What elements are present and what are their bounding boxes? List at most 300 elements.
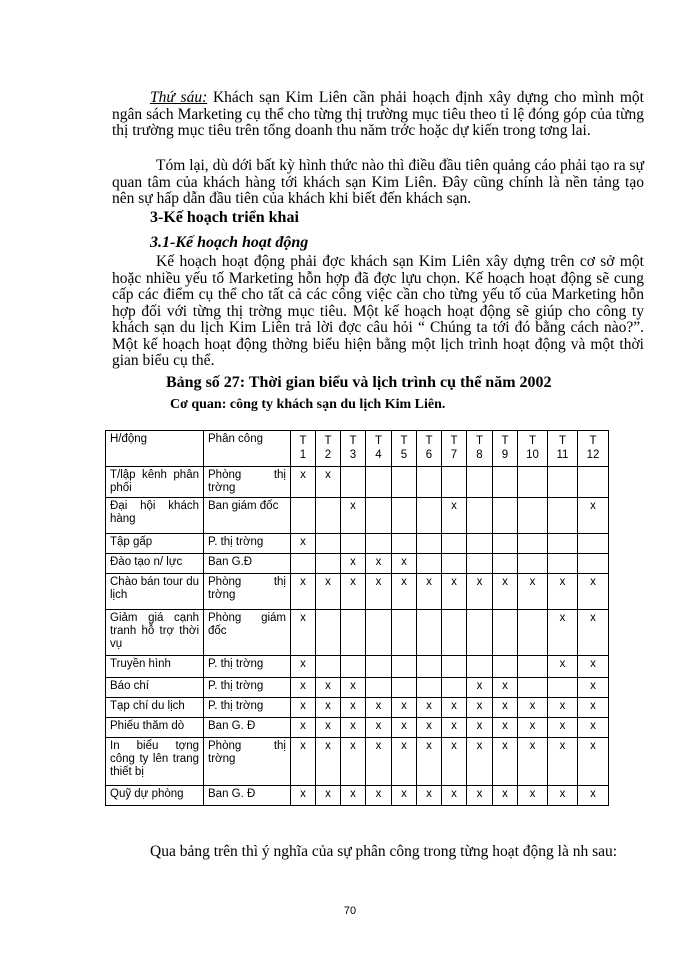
month-cell: [548, 610, 578, 656]
month-cell: [548, 656, 578, 678]
scheduled-mark: x: [300, 469, 306, 481]
scheduled-mark: x: [300, 680, 306, 692]
table-row: [106, 610, 609, 656]
month-cell: [548, 718, 578, 738]
scheduled-mark: x: [325, 680, 331, 692]
scheduled-mark: x: [476, 700, 483, 712]
page-number: 70: [343, 905, 357, 917]
month-cell: [467, 610, 493, 656]
month-cell: [341, 678, 366, 698]
paragraph-lead-label: Thứ sáu:: [150, 89, 208, 106]
activity-cell: Quỹ dự phòng: [106, 786, 204, 806]
month-prefix: T: [299, 435, 307, 447]
table-row: [106, 498, 609, 534]
month-cell: [341, 498, 366, 534]
scheduled-mark: x: [590, 500, 596, 512]
conclusion-text: Qua bảng trên thì ý nghĩa của sự phân công trong từng hoạt động là nh sau:: [150, 843, 618, 860]
month-cell: [578, 554, 609, 574]
month-cell: [578, 718, 609, 738]
header-month-3: [341, 431, 366, 467]
month-cell: [341, 698, 366, 718]
month-number: 12: [586, 449, 600, 461]
month-cell: [578, 534, 609, 554]
month-cell: [417, 718, 442, 738]
scheduled-mark: x: [300, 720, 306, 732]
scheduled-mark: x: [451, 576, 457, 588]
scheduled-mark: x: [451, 700, 457, 712]
month-prefix: T: [475, 435, 484, 447]
month-cell: [366, 554, 392, 574]
month-cell: [548, 534, 578, 554]
scheduled-mark: x: [529, 788, 536, 800]
scheduled-mark: x: [401, 576, 407, 588]
month-cell: [518, 656, 548, 678]
table-row: [106, 678, 609, 698]
table-title: Bảng số 27: Thời gian biểu và lịch trình cụ thể năm 2002: [166, 374, 552, 391]
scheduled-mark: x: [426, 788, 432, 800]
month-cell: [548, 574, 578, 610]
month-cell: [442, 610, 467, 656]
month-cell: [467, 738, 493, 786]
month-cell: [341, 656, 366, 678]
month-cell: [392, 498, 417, 534]
assignment-cell: Ban giám đốc: [204, 498, 291, 534]
month-number: 9: [501, 449, 509, 461]
scheduled-mark: x: [502, 576, 508, 588]
scheduled-mark: x: [476, 788, 483, 800]
scheduled-mark: x: [375, 740, 382, 752]
month-cell: [548, 738, 578, 786]
scheduled-mark: x: [375, 576, 382, 588]
scheduled-mark: x: [426, 576, 432, 588]
assignment-cell: P. thị trờng: [204, 678, 291, 698]
scheduled-mark: x: [325, 469, 331, 481]
table-subtitle: Cơ quan: công ty khách sạn du lịch Kim Liên.: [170, 397, 446, 412]
month-cell: [578, 698, 609, 718]
month-cell: [291, 574, 316, 610]
month-cell: [467, 534, 493, 554]
month-cell: [578, 467, 609, 498]
month-cell: [442, 678, 467, 698]
scheduled-mark: x: [325, 740, 331, 752]
month-cell: [518, 554, 548, 574]
month-cell: [442, 498, 467, 534]
assignment-cell: Ban G. Đ: [204, 786, 291, 806]
section-heading: 3-Kế hoạch triển khai: [150, 209, 299, 226]
scheduled-mark: x: [300, 576, 306, 588]
month-cell: [518, 574, 548, 610]
paragraph-summary-text: Tóm lại, dù dới bất kỳ hình thức nào thì điều đầu tiên quảng cáo phải tạo ra sự quan tâm của khách hàng tới khách sạn Kim Liên. Đây cũng chính là nền tảng tạo nên sự hấp dẫn đầu tiên của khách khi biết đến khách sạn.: [112, 157, 644, 207]
month-cell: [493, 786, 518, 806]
month-cell: [341, 467, 366, 498]
scheduled-mark: x: [559, 740, 566, 752]
month-cell: [417, 786, 442, 806]
scheduled-mark: x: [590, 700, 596, 712]
month-cell: [493, 498, 518, 534]
month-cell: [493, 574, 518, 610]
scheduled-mark: x: [350, 788, 356, 800]
table-row: [106, 467, 609, 498]
month-cell: [291, 718, 316, 738]
table-row: [106, 554, 609, 574]
month-cell: [366, 574, 392, 610]
paragraph-action-plan-text: Kế hoạch hoạt động phải đợc khách sạn Kim Liên xây dựng trên cơ sở một hoặc nhiều yếu tố Marketing hỗn hợp đã đợc lựu chọn. Kế hoạch hoạt động sẽ cung cấp các điểm cụ thể cho tất cả các công việc cần cho từng yếu tố của Marketing hỗn hợp đối với từng thị trờng mục tiêu. Một kế hoạch hoạt động sẽ giúp cho công ty khách sạn du lịch Kim Liên trả lời đợc câu hỏi “ Chúng ta tới đó bằng cách nào?”. Một kế hoạch hoạt động thờng biểu hiện bằng một lịch trình hoạt động và một thời gian biểu cụ thể.: [112, 253, 644, 369]
month-cell: [316, 718, 341, 738]
month-cell: [467, 656, 493, 678]
month-cell: [291, 656, 316, 678]
month-cell: [316, 738, 341, 786]
month-cell: [316, 678, 341, 698]
month-cell: [366, 738, 392, 786]
month-number: 10: [526, 449, 539, 461]
month-cell: [291, 738, 316, 786]
month-cell: [366, 656, 392, 678]
month-cell: [578, 610, 609, 656]
month-cell: [316, 467, 341, 498]
month-cell: [442, 786, 467, 806]
scheduled-mark: x: [350, 740, 356, 752]
header-month-10: [518, 431, 548, 467]
month-cell: [341, 786, 366, 806]
table-row: [106, 738, 609, 786]
activity-cell: Giảm giá cạnh tranh hỗ trợ thời vụ: [106, 610, 204, 656]
month-cell: [366, 678, 392, 698]
scheduled-mark: x: [502, 740, 508, 752]
month-prefix: T: [425, 435, 433, 447]
month-cell: [341, 738, 366, 786]
month-cell: [316, 786, 341, 806]
month-cell: [417, 678, 442, 698]
scheduled-mark: x: [590, 612, 596, 624]
month-number: 8: [476, 449, 483, 461]
month-cell: [442, 467, 467, 498]
table-row: [106, 718, 609, 738]
month-cell: [493, 718, 518, 738]
scheduled-mark: x: [401, 556, 407, 568]
scheduled-mark: x: [476, 720, 483, 732]
assignment-cell: P. thị trờng: [204, 534, 291, 554]
month-cell: [493, 467, 518, 498]
month-number: 11: [556, 449, 569, 461]
scheduled-mark: x: [300, 740, 306, 752]
month-cell: [578, 656, 609, 678]
scheduled-mark: x: [350, 500, 356, 512]
month-cell: [392, 610, 417, 656]
scheduled-mark: x: [559, 788, 566, 800]
scheduled-mark: x: [529, 700, 536, 712]
scheduled-mark: x: [350, 720, 356, 732]
month-cell: [417, 574, 442, 610]
scheduled-mark: x: [559, 612, 566, 624]
scheduled-mark: x: [426, 700, 432, 712]
scheduled-mark: x: [300, 700, 306, 712]
month-cell: [578, 678, 609, 698]
month-cell: [316, 574, 341, 610]
month-cell: [442, 656, 467, 678]
month-cell: [493, 534, 518, 554]
assignment-cell: Phòng thị trờng: [204, 467, 291, 498]
table-row: [106, 574, 609, 610]
month-number: 6: [425, 449, 433, 461]
month-number: 1: [299, 449, 307, 461]
scheduled-mark: x: [401, 720, 407, 732]
month-cell: [467, 467, 493, 498]
month-prefix: T: [349, 435, 357, 447]
month-cell: [291, 678, 316, 698]
month-cell: [493, 610, 518, 656]
scheduled-mark: x: [325, 788, 331, 800]
month-cell: [341, 610, 366, 656]
month-cell: [467, 678, 493, 698]
month-cell: [417, 656, 442, 678]
assignment-cell: Phòng thị trờng: [204, 574, 291, 610]
activity-cell: T/lập kênh phân phối: [106, 467, 204, 498]
month-cell: [442, 718, 467, 738]
month-cell: [366, 498, 392, 534]
scheduled-mark: x: [590, 658, 596, 670]
month-cell: [316, 498, 341, 534]
month-cell: [291, 554, 316, 574]
month-prefix: T: [400, 435, 408, 447]
month-prefix: T: [374, 435, 383, 447]
month-cell: [518, 610, 548, 656]
scheduled-mark: x: [559, 576, 566, 588]
month-cell: [341, 574, 366, 610]
month-cell: [316, 656, 341, 678]
table-header-row: [106, 431, 609, 467]
month-cell: [467, 698, 493, 718]
month-cell: [548, 498, 578, 534]
scheduled-mark: x: [350, 576, 356, 588]
paragraph-summary: [112, 158, 644, 208]
paragraph-action-plan: [112, 254, 644, 370]
scheduled-mark: x: [590, 680, 596, 692]
month-cell: [467, 498, 493, 534]
month-cell: [291, 786, 316, 806]
month-cell: [392, 698, 417, 718]
month-number: 4: [375, 449, 382, 461]
table-row: [106, 534, 609, 554]
assignment-cell: Ban G. Đ: [204, 718, 291, 738]
scheduled-mark: x: [325, 700, 331, 712]
month-cell: [493, 656, 518, 678]
schedule-table: [105, 430, 609, 806]
scheduled-mark: x: [426, 720, 432, 732]
month-cell: [467, 718, 493, 738]
scheduled-mark: x: [529, 576, 536, 588]
month-cell: [518, 498, 548, 534]
month-cell: [291, 467, 316, 498]
month-cell: [442, 554, 467, 574]
month-cell: [467, 786, 493, 806]
month-cell: [392, 554, 417, 574]
subsection-heading: 3.1-Kế hoạch hoạt động: [150, 234, 309, 251]
scheduled-mark: x: [590, 788, 596, 800]
month-cell: [518, 534, 548, 554]
month-cell: [366, 718, 392, 738]
month-cell: [392, 656, 417, 678]
month-cell: [442, 534, 467, 554]
assignment-cell: P. thị trờng: [204, 656, 291, 678]
month-number: 2: [324, 449, 332, 461]
scheduled-mark: x: [590, 740, 596, 752]
month-cell: [518, 678, 548, 698]
month-cell: [493, 678, 518, 698]
month-cell: [518, 698, 548, 718]
scheduled-mark: x: [559, 720, 566, 732]
scheduled-mark: x: [300, 612, 306, 624]
activity-cell: In biểu tợng công ty lên trang thiết bị: [106, 738, 204, 786]
scheduled-mark: x: [375, 788, 382, 800]
month-cell: [392, 534, 417, 554]
scheduled-mark: x: [451, 720, 457, 732]
scheduled-mark: x: [502, 720, 508, 732]
activity-cell: Chào bán tour du lịch: [106, 574, 204, 610]
month-cell: [366, 467, 392, 498]
month-prefix: T: [324, 435, 332, 447]
scheduled-mark: x: [476, 740, 483, 752]
header-month-8: [467, 431, 493, 467]
activity-cell: Báo chí: [106, 678, 204, 698]
scheduled-mark: x: [350, 680, 356, 692]
scheduled-mark: x: [401, 740, 407, 752]
month-cell: [366, 610, 392, 656]
table-row: [106, 786, 609, 806]
month-number: 3: [349, 449, 357, 461]
header-month-5: [392, 431, 417, 467]
month-cell: [316, 698, 341, 718]
header-activity: H/động: [106, 431, 204, 467]
activity-cell: Đại hội khách hàng: [106, 498, 204, 534]
scheduled-mark: x: [476, 680, 483, 692]
month-cell: [341, 554, 366, 574]
scheduled-mark: x: [590, 720, 596, 732]
scheduled-mark: x: [375, 556, 382, 568]
assignment-cell: Phòng giám đốc: [204, 610, 291, 656]
scheduled-mark: x: [325, 576, 331, 588]
month-cell: [417, 738, 442, 786]
paragraph-sixth-point: [112, 90, 644, 140]
scheduled-mark: x: [375, 720, 382, 732]
paragraph-body: Khách sạn Kim Liên cần phải hoạch định xây dựng cho mình một ngân sách Marketing cụ thể cho từng thị trường mục tiêu theo tỉ lệ đóng góp của từng thị trường mục tiêu trên tổng doanh thu năm trớc hoặc dự kiến trong tơng lai.: [112, 89, 644, 139]
activity-cell: Tạp chí du lịch: [106, 698, 204, 718]
month-cell: [578, 786, 609, 806]
month-cell: [291, 498, 316, 534]
month-cell: [548, 786, 578, 806]
header-month-11: [548, 431, 578, 467]
month-cell: [366, 786, 392, 806]
month-cell: [417, 698, 442, 718]
month-cell: [291, 534, 316, 554]
month-prefix: T: [589, 435, 597, 447]
month-cell: [442, 574, 467, 610]
header-assignment: Phân công: [204, 431, 291, 467]
month-cell: [417, 498, 442, 534]
scheduled-mark: x: [350, 556, 356, 568]
table-row: [106, 698, 609, 718]
month-cell: [467, 574, 493, 610]
month-prefix: T: [450, 435, 458, 447]
scheduled-mark: x: [300, 788, 306, 800]
scheduled-mark: x: [350, 700, 356, 712]
assignment-cell: Ban G.Đ: [204, 554, 291, 574]
assignment-cell: P. thị trờng: [204, 698, 291, 718]
scheduled-mark: x: [529, 720, 536, 732]
scheduled-mark: x: [401, 700, 407, 712]
month-cell: [518, 738, 548, 786]
header-month-1: [291, 431, 316, 467]
scheduled-mark: x: [502, 700, 508, 712]
month-cell: [291, 698, 316, 718]
month-cell: [548, 678, 578, 698]
month-cell: [467, 554, 493, 574]
month-cell: [341, 718, 366, 738]
month-cell: [316, 610, 341, 656]
scheduled-mark: x: [502, 680, 508, 692]
month-cell: [493, 554, 518, 574]
activity-cell: Truyền hình: [106, 656, 204, 678]
scheduled-mark: x: [559, 658, 566, 670]
scheduled-mark: x: [476, 576, 483, 588]
assignment-cell: Phòng thị trờng: [204, 738, 291, 786]
month-cell: [442, 738, 467, 786]
scheduled-mark: x: [401, 788, 407, 800]
month-cell: [316, 554, 341, 574]
scheduled-mark: x: [451, 740, 457, 752]
month-number: 5: [400, 449, 408, 461]
scheduled-mark: x: [559, 700, 566, 712]
month-cell: [518, 467, 548, 498]
month-cell: [417, 554, 442, 574]
month-cell: [442, 698, 467, 718]
month-cell: [548, 698, 578, 718]
activity-cell: Tập gấp: [106, 534, 204, 554]
month-cell: [392, 738, 417, 786]
month-cell: [417, 534, 442, 554]
activity-cell: Đào tạo n/ lực: [106, 554, 204, 574]
table-body: [106, 467, 609, 806]
scheduled-mark: x: [300, 658, 306, 670]
header-month-7: [442, 431, 467, 467]
scheduled-mark: x: [325, 720, 331, 732]
scheduled-mark: x: [426, 740, 432, 752]
month-cell: [417, 467, 442, 498]
month-cell: [578, 498, 609, 534]
month-cell: [493, 698, 518, 718]
scheduled-mark: x: [300, 536, 306, 548]
month-cell: [366, 534, 392, 554]
month-prefix: T: [558, 435, 567, 447]
month-cell: [518, 718, 548, 738]
month-cell: [548, 467, 578, 498]
month-cell: [392, 718, 417, 738]
header-month-4: [366, 431, 392, 467]
month-cell: [493, 738, 518, 786]
scheduled-mark: x: [590, 576, 596, 588]
table-row: [106, 656, 609, 678]
scheduled-mark: x: [502, 788, 508, 800]
header-month-9: [493, 431, 518, 467]
month-cell: [392, 574, 417, 610]
month-number: 7: [450, 449, 458, 461]
month-cell: [578, 738, 609, 786]
scheduled-mark: x: [451, 788, 457, 800]
month-cell: [392, 678, 417, 698]
month-cell: [518, 786, 548, 806]
month-cell: [417, 610, 442, 656]
month-cell: [392, 467, 417, 498]
month-cell: [291, 610, 316, 656]
